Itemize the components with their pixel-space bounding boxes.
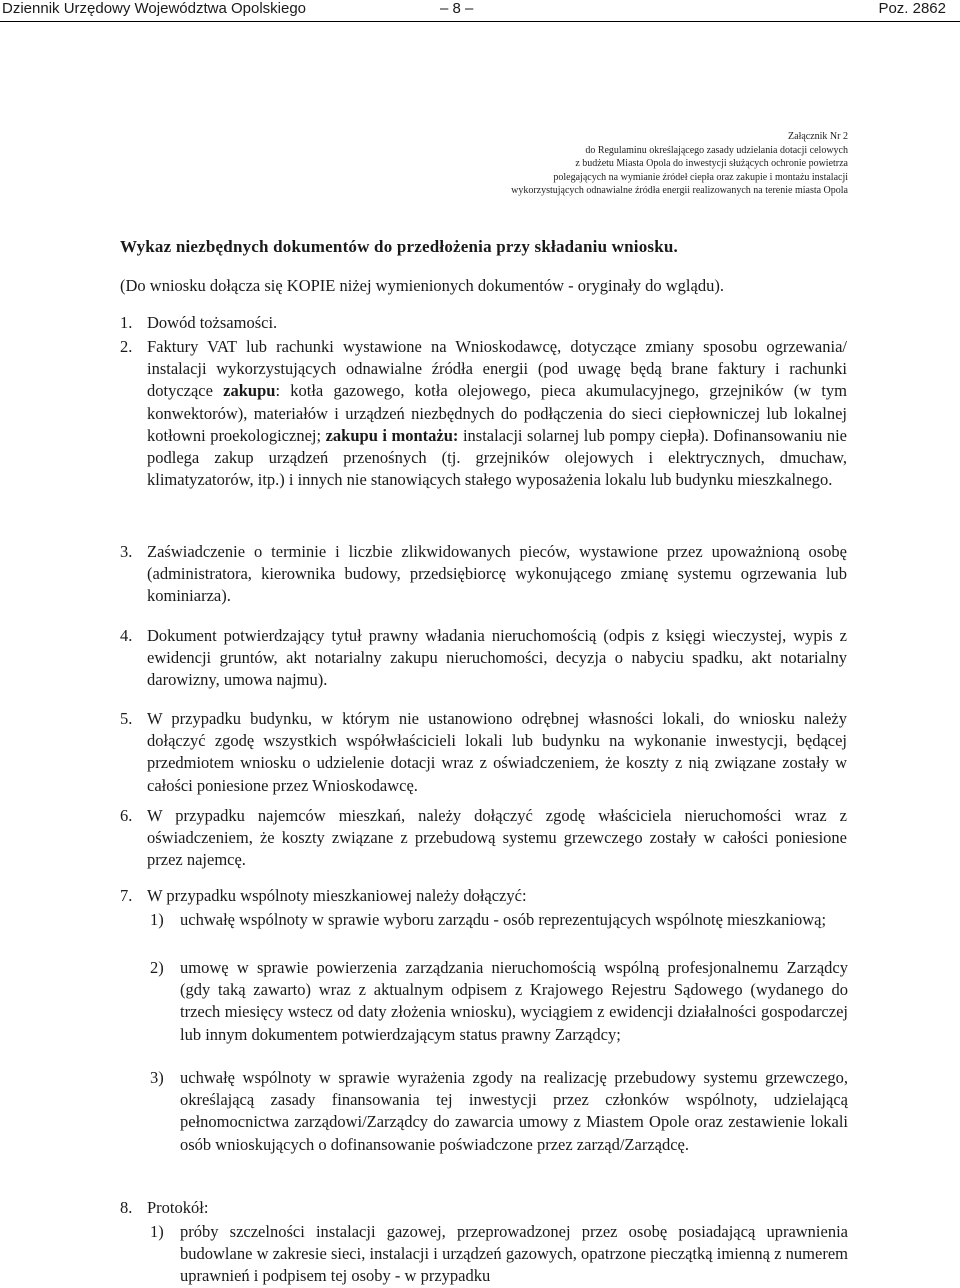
item-number: 8. [120, 1198, 133, 1217]
item-number: 3. [120, 542, 133, 561]
document-title: Wykaz niezbędnych dokumentów do przedłożenia przy składaniu wniosku. [120, 237, 679, 256]
item-text: W przypadku budynku, w którym nie ustanowiono odrębnej własności lokali, do wniosku należy dołączyć zgodę wszystkich współwłaścicieli lokali lub budynku na wykonanie inwestycji, będącej przedmiotem wniosku o udzielenie dotacji wraz z oświadczeniem, że koszty z nią związane zostały w całości poniesione przez Wnioskodawcę. [147, 709, 847, 795]
bold-term: zakupu [223, 381, 276, 401]
sub-item-text: uchwałę wspólnoty w sprawie wyboru zarządu - osób reprezentujących wspólnotę mieszkaniową; [180, 910, 827, 929]
sub-item-text: umowę w sprawie powierzenia zarządzania nieruchomością wspólną profesjonalnemu Zarządcy (gdy taką zawarto) wraz z aktualnym odpisem z Krajowego Rejestru Sądowego (wydanego do trzech miesięcy wstecz od daty złożenia wniosku), wyciągiem z ewidencji działalności gospodarczej lub innym dokumentem potwierdzającym status prawny Zarządcy; [180, 958, 848, 1044]
item-number: 6. [120, 806, 133, 825]
page-header [0, 0, 960, 24]
item-text: Dowód tożsamości. [147, 313, 278, 332]
item-text: Zaświadczenie o terminie i liczbie zlikwidowanych pieców, wystawione przez upoważnioną osobę (administratora, kierownika budowy, przedsiębiorcę wykonującego zmianę systemu ogrzewania lub kominiarza). [147, 542, 847, 606]
item-text: Faktury VAT lub rachunki wystawione na Wnioskodawcę, dotyczące zmiany sposobu ogrzewania/ instalacji wykorzystujących odnawialne źródła energii (pod uwagę będą brane faktury i rachunki dotyczące zakupu: kotła gazowego, kotła olejowego, pieca akumulacyjnego, grzejników (w tym konwektorów), materiałów i urządzeń niezbędnych do podłączenia do sieci ciepłowniczej lub lokalnej kotłowni proekologicznej; zakupu i montażu: instalacji solarnej lub pompy ciepła). Dofinansowaniu nie podlega zakup urządzeń przenośnych (tj. grzejników olejowych i elektrycznych, dmuchaw, klimatyzatorów, itp.) i innych nie stanowiących stałego wyposażenia lokalu lub budynku mieszkalnego. [147, 337, 848, 490]
item-number: 2. [120, 337, 133, 356]
item-text: Dokument potwierdzający tytuł prawny władania nieruchomością (odpis z księgi wieczystej, wypis z ewidencji gruntów, akt notarialny zakupu nieruchomości, decyzja o nabyciu spadku, akt notarialny darowizny, umowa najmu). [147, 626, 847, 690]
item-number: 1. [120, 313, 133, 332]
sub-item-number: 1) [150, 910, 164, 929]
intro-text: (Do wniosku dołącza się KOPIE niżej wymienionych dokumentów - oryginały do wglądu). [120, 276, 724, 295]
annex-line: z budżetu Miasta Opola do inwestycji służących ochronie powietrza [575, 158, 848, 170]
annex-line: do Regulaminu określającego zasady udzielania dotacji celowych [585, 144, 848, 156]
annex-line: polegających na wymianie źródeł ciepła oraz zakupie i montażu instalacji [553, 171, 848, 183]
item-number: 7. [120, 886, 133, 905]
sub-item-text: próby szczelności instalacji gazowej, przeprowadzonej przez osobę posiadającą uprawnienia budowlane w zakresie sieci, instalacji i urządzeń gazowych, opatrzone pieczątką imienną z numerem uprawnień i podpisem tej osoby - w przypadku [180, 1222, 848, 1286]
item-text: W przypadku wspólnoty mieszkaniowej należy dołączyć: [147, 886, 527, 905]
page-number: – 8 – [440, 0, 474, 17]
sub-item-text: uchwałę wspólnoty w sprawie wyrażenia zgody na realizację przebudowy systemu grzewczego, określającą zasady finansowania tej inwestycji przez członków wspólnoty, udzielającą pełnomocnictwa zarządowi/Zarządcy do zawarcia umowy z Miastem Opole oraz zestawienie lokali osób wnioskujących o dofinansowanie poświadczone przez zarząd/Zarządcę. [180, 1068, 848, 1154]
sub-item-number: 2) [150, 958, 164, 977]
header-rule [0, 21, 960, 22]
sub-item-number: 1) [150, 1222, 164, 1241]
item-text: Protokół: [147, 1198, 209, 1217]
position-number: Poz. 2862 [878, 0, 946, 17]
item-number: 4. [120, 626, 133, 645]
item-number: 5. [120, 709, 133, 728]
journal-title: Dziennik Urzędowy Województwa Opolskiego [2, 0, 307, 17]
sub-item-number: 3) [150, 1068, 164, 1087]
annex-line: wykorzystujących odnawialne źródła energii realizowanych na terenie miasta Opola [511, 185, 848, 197]
annex-line: Załącznik Nr 2 [788, 131, 848, 142]
item-text: W przypadku najemców mieszkań, należy dołączyć zgodę właściciela nieruchomości wraz z oświadczeniem, że koszty związane z przebudową systemu grzewczego zostały w całości poniesione przez najemcę. [147, 806, 847, 870]
annex-note [388, 130, 848, 198]
bold-term: zakupu i montażu: [325, 425, 459, 445]
